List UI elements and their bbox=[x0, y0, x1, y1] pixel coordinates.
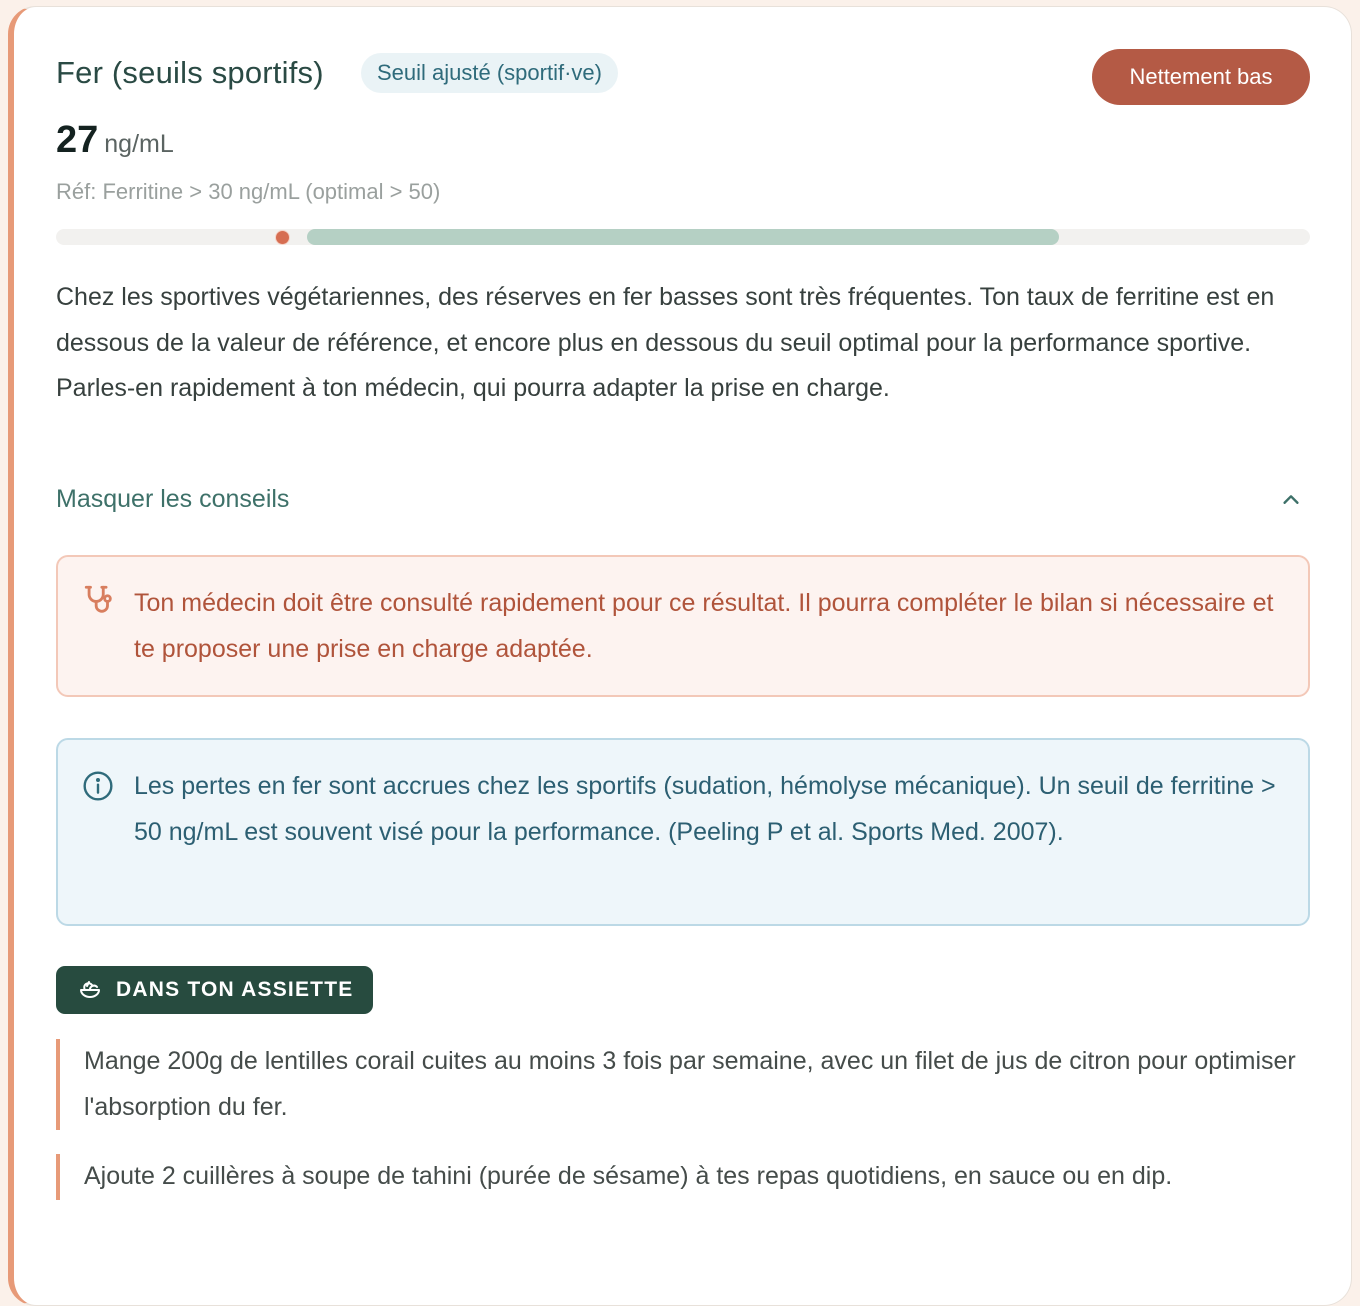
doctor-alert bbox=[56, 555, 1310, 697]
biomarker-title: Fer (seuils sportifs) bbox=[56, 55, 324, 90]
gauge-value-marker bbox=[275, 230, 290, 245]
info-note-text: Les pertes en fer sont accrues chez les sportifs (sudation, hémolyse mécanique). Un seuil de ferritine > 50 ng/mL est souvent visé pour la performance. (Peeling P et al. Sports Med. 2007). bbox=[134, 772, 1276, 846]
toggle-advice-button[interactable] bbox=[56, 477, 1310, 523]
food-tip: Mange 200g de lentilles corail cuites au moins 3 fois par semaine, avec un filet de jus de citron pour optimiser l'absorption du fer. bbox=[56, 1039, 1310, 1130]
biomarker-card bbox=[8, 6, 1352, 1306]
value-number: 27 bbox=[56, 119, 99, 161]
doctor-alert-text: Ton médecin doit être consulté rapidement pour ce résultat. Il pourra compléter le bilan si nécessaire et te proposer une prise en charge adaptée. bbox=[134, 589, 1274, 663]
adjusted-threshold-badge: Seuil ajusté (sportif·ve) bbox=[361, 53, 618, 93]
measured-value bbox=[56, 119, 174, 165]
stethoscope-icon bbox=[82, 583, 116, 617]
value-gauge bbox=[56, 229, 1310, 245]
chevron-up-icon[interactable] bbox=[1280, 489, 1302, 511]
salad-bowl-icon bbox=[78, 978, 102, 1002]
info-icon bbox=[82, 770, 114, 802]
gauge-optimal-range bbox=[307, 229, 1059, 245]
info-note bbox=[56, 738, 1310, 926]
card-header bbox=[56, 51, 1310, 101]
status-badge: Nettement bas bbox=[1092, 49, 1310, 105]
food-tip: Ajoute 2 cuillères à soupe de tahini (purée de sésame) à tes repas quotidiens, en sauce ou en dip. bbox=[56, 1154, 1310, 1200]
reference-range: Réf: Ferritine > 30 ng/mL (optimal > 50) bbox=[56, 179, 441, 204]
value-unit: ng/mL bbox=[104, 130, 174, 158]
section-label-text: DANS TON ASSIETTE bbox=[116, 978, 354, 1001]
section-label-plate bbox=[56, 966, 373, 1014]
interpretation-text: Chez les sportives végétariennes, des réserves en fer basses sont très fréquentes. Ton taux de ferritine est en dessous de la valeur de référence, et encore plus en dessous du seuil optimal pour la performance sportive. Parles-en rapidement à ton médecin, qui pourra adapter la prise en charge. bbox=[56, 283, 1275, 402]
toggle-advice-label: Masquer les conseils bbox=[56, 485, 290, 513]
